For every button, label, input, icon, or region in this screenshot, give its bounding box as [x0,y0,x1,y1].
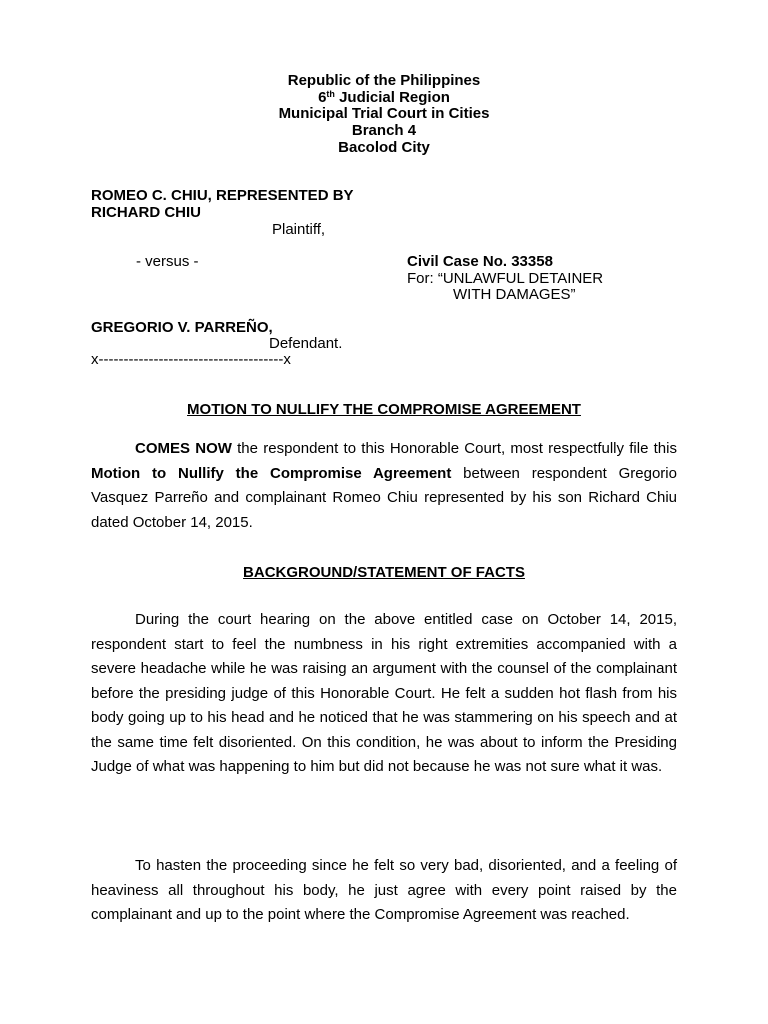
caption-republic: Republic of the Philippines [287,72,481,89]
caption-branch: Branch 4 [351,122,417,139]
region-number: 6 [318,89,327,106]
case-nature-line1: For: “UNLAWFUL DETAINER [407,270,604,287]
motion-text-b: between respondent Gregorio Vasquez Parreño and complainant Romeo Chiu represented by his son Richard Chiu dated October 14, 2015. [91,464,677,531]
background-paragraph-1: During the court hearing on the above entitled case on October 14, 2015, respondent start to feel the numbness in his right extremities accompanied with a severe headache while he was raising an argument with the counsel of the complainant before the presiding judge of this Honorable Court. He felt a sudden hot flash from his body going up to his head and he noticed that he was stammering on his speech and at the same time felt disoriented. On this condition, he was about to inform the Presiding Judge of what was happening to him but did not because he was not sure what it was. [91,611,677,775]
defendant-name: GREGORIO V. PARREÑO, [91,319,273,336]
region-label: Judicial Region [334,89,450,106]
comes-now-text: COMES NOW [135,440,232,457]
case-nature-line2: WITH DAMAGES” [453,286,576,303]
motion-name-text: Motion to Nullify the Compromise Agreement [91,464,452,482]
caption-judicial-region [0,89,768,106]
background-title: BACKGROUND/STATEMENT OF FACTS [243,564,525,581]
versus-label: - versus - [136,253,199,270]
motion-title: MOTION TO NULLIFY THE COMPROMISE AGREEMENT [187,401,581,418]
caption-city: Bacolod City [338,139,430,156]
plaintiff-role: Plaintiff, [272,221,326,238]
caption-separator: x-------------------------------------x [91,351,291,368]
plaintiff-name-line1: ROMEO C. CHIU, REPRESENTED BY [91,187,354,204]
plaintiff-name-line2: RICHARD CHIU [91,204,201,221]
motion-paragraph [91,437,677,535]
case-number: Civil Case No. 33358 [407,253,553,270]
background-paragraph-2: To hasten the proceeding since he felt so very bad, disoriented, and a feeling of heaviness all throughout his body, he just agree with every point raised by the complainant and up to the point where the Compromise Agreement was reached. [91,857,677,923]
caption-court: Municipal Trial Court in Cities [278,105,490,122]
motion-text-a: the respondent to this Honorable Court, most respectfully file this [231,440,677,457]
region-ordinal: th [326,89,335,99]
defendant-role: Defendant. [269,335,343,352]
